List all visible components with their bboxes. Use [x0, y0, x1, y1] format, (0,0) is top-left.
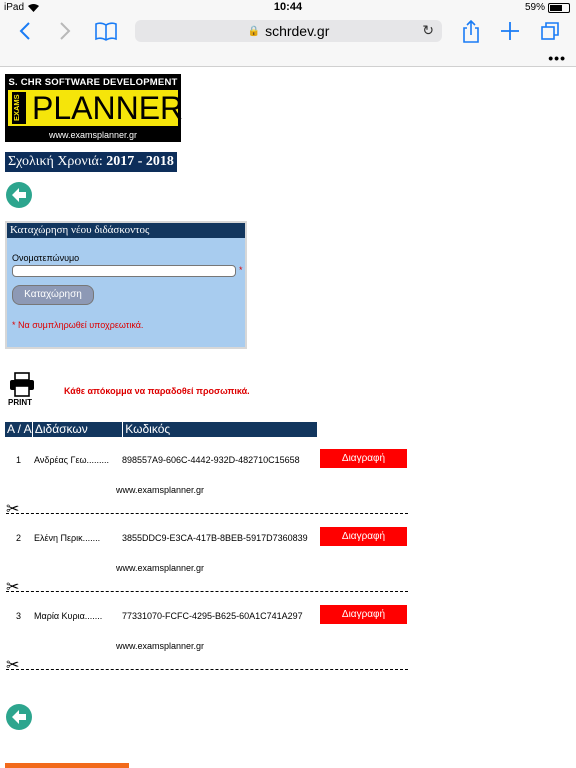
form-title: Καταχώρηση νέου διδάσκοντος [7, 223, 245, 238]
device-name: iPad [4, 2, 25, 13]
logo-side-text: EXAMS [12, 92, 26, 124]
scissors-icon: ✂ [6, 579, 20, 596]
row-code: 3855DDC9-E3CA-417B-8BEB-5917D7360839 [122, 533, 308, 543]
url-bar[interactable] [135, 20, 442, 42]
delete-button[interactable]: Διαγραφή [320, 527, 407, 546]
printer-icon [8, 372, 36, 398]
header-aa: A / A [7, 422, 32, 436]
table-row [0, 449, 576, 527]
row-teacher-name: Ελένη Περικ....... [34, 533, 101, 543]
lock-icon: 🔒 [247, 25, 261, 37]
cut-line [6, 591, 408, 592]
required-star: * [239, 265, 243, 275]
row-number: 3 [16, 611, 22, 621]
tabs-icon[interactable] [540, 20, 560, 42]
header-code: Κωδικός [125, 422, 171, 436]
cut-line [6, 669, 408, 670]
back-button-top[interactable] [6, 182, 32, 208]
back-button-bottom[interactable] [6, 704, 32, 730]
row-number: 1 [16, 455, 22, 465]
submit-button[interactable]: Καταχώρηση [12, 285, 94, 305]
print-label: PRINT [8, 398, 32, 407]
logo-yellow-panel [8, 90, 184, 126]
row-teacher-name: Ανδρέας Γεω......... [34, 455, 110, 465]
battery-percent: 59% [524, 2, 545, 13]
print-note: Κάθε απόκομμα να παραδοθεί προσωπικά. [64, 386, 250, 396]
exams-planner-logo [5, 74, 184, 142]
back-arrow-icon[interactable] [18, 20, 32, 42]
row-teacher-name: Μαρία Κυρια....... [34, 611, 103, 621]
status-time: 10:44 [273, 1, 303, 13]
row-number: 2 [16, 533, 22, 543]
row-site-text: www.examsplanner.gr [116, 563, 205, 573]
row-code: 898557A9-606C-4442-932D-482710C15658 [122, 455, 300, 465]
bookmarks-icon[interactable] [94, 20, 118, 42]
new-tab-icon[interactable] [500, 20, 520, 42]
more-icon[interactable]: ••• [548, 50, 566, 66]
delete-button[interactable]: Διαγραφή [320, 605, 407, 624]
name-input[interactable] [12, 265, 236, 277]
school-year-value: 2017 - 2018 [106, 154, 174, 169]
scissors-icon: ✂ [6, 657, 20, 674]
status-bar [0, 0, 576, 16]
battery-icon [548, 3, 570, 13]
row-site-text: www.examsplanner.gr [116, 641, 205, 651]
table-row [0, 527, 576, 605]
table-row [0, 605, 576, 683]
delete-button[interactable]: Διαγραφή [320, 449, 407, 468]
scissors-icon: ✂ [6, 501, 20, 518]
logo-main-text: PLANNER [32, 90, 184, 126]
header-teacher: Διδάσκων [33, 422, 123, 437]
share-icon[interactable] [462, 20, 480, 44]
logo-top-text: S. CHR SOFTWARE DEVELOPMENT [8, 77, 178, 88]
new-teacher-form [5, 221, 247, 349]
url-text: schrdev.gr [265, 23, 330, 39]
browser-toolbar [0, 16, 576, 67]
name-field-label: Ονοματεπώνυμο [12, 253, 80, 263]
row-site-text: www.examsplanner.gr [116, 485, 205, 495]
table-header [5, 422, 317, 437]
school-year-banner [5, 152, 177, 172]
required-note: * Να συμπληρωθεί υποχρεωτικά. [12, 320, 144, 330]
school-year-label: Σχολική Χρονιά: [8, 154, 103, 169]
cut-line [6, 513, 408, 514]
logo-site-text: www.examsplanner.gr [48, 130, 138, 140]
left-arrow-icon [10, 708, 28, 726]
row-code: 77331070-FCFC-4295-B625-60A1C741A297 [122, 611, 303, 621]
reload-icon[interactable]: ↻ [422, 22, 434, 38]
left-arrow-icon [10, 186, 28, 204]
forward-arrow-icon[interactable] [58, 20, 72, 42]
footer-bar [5, 763, 129, 768]
